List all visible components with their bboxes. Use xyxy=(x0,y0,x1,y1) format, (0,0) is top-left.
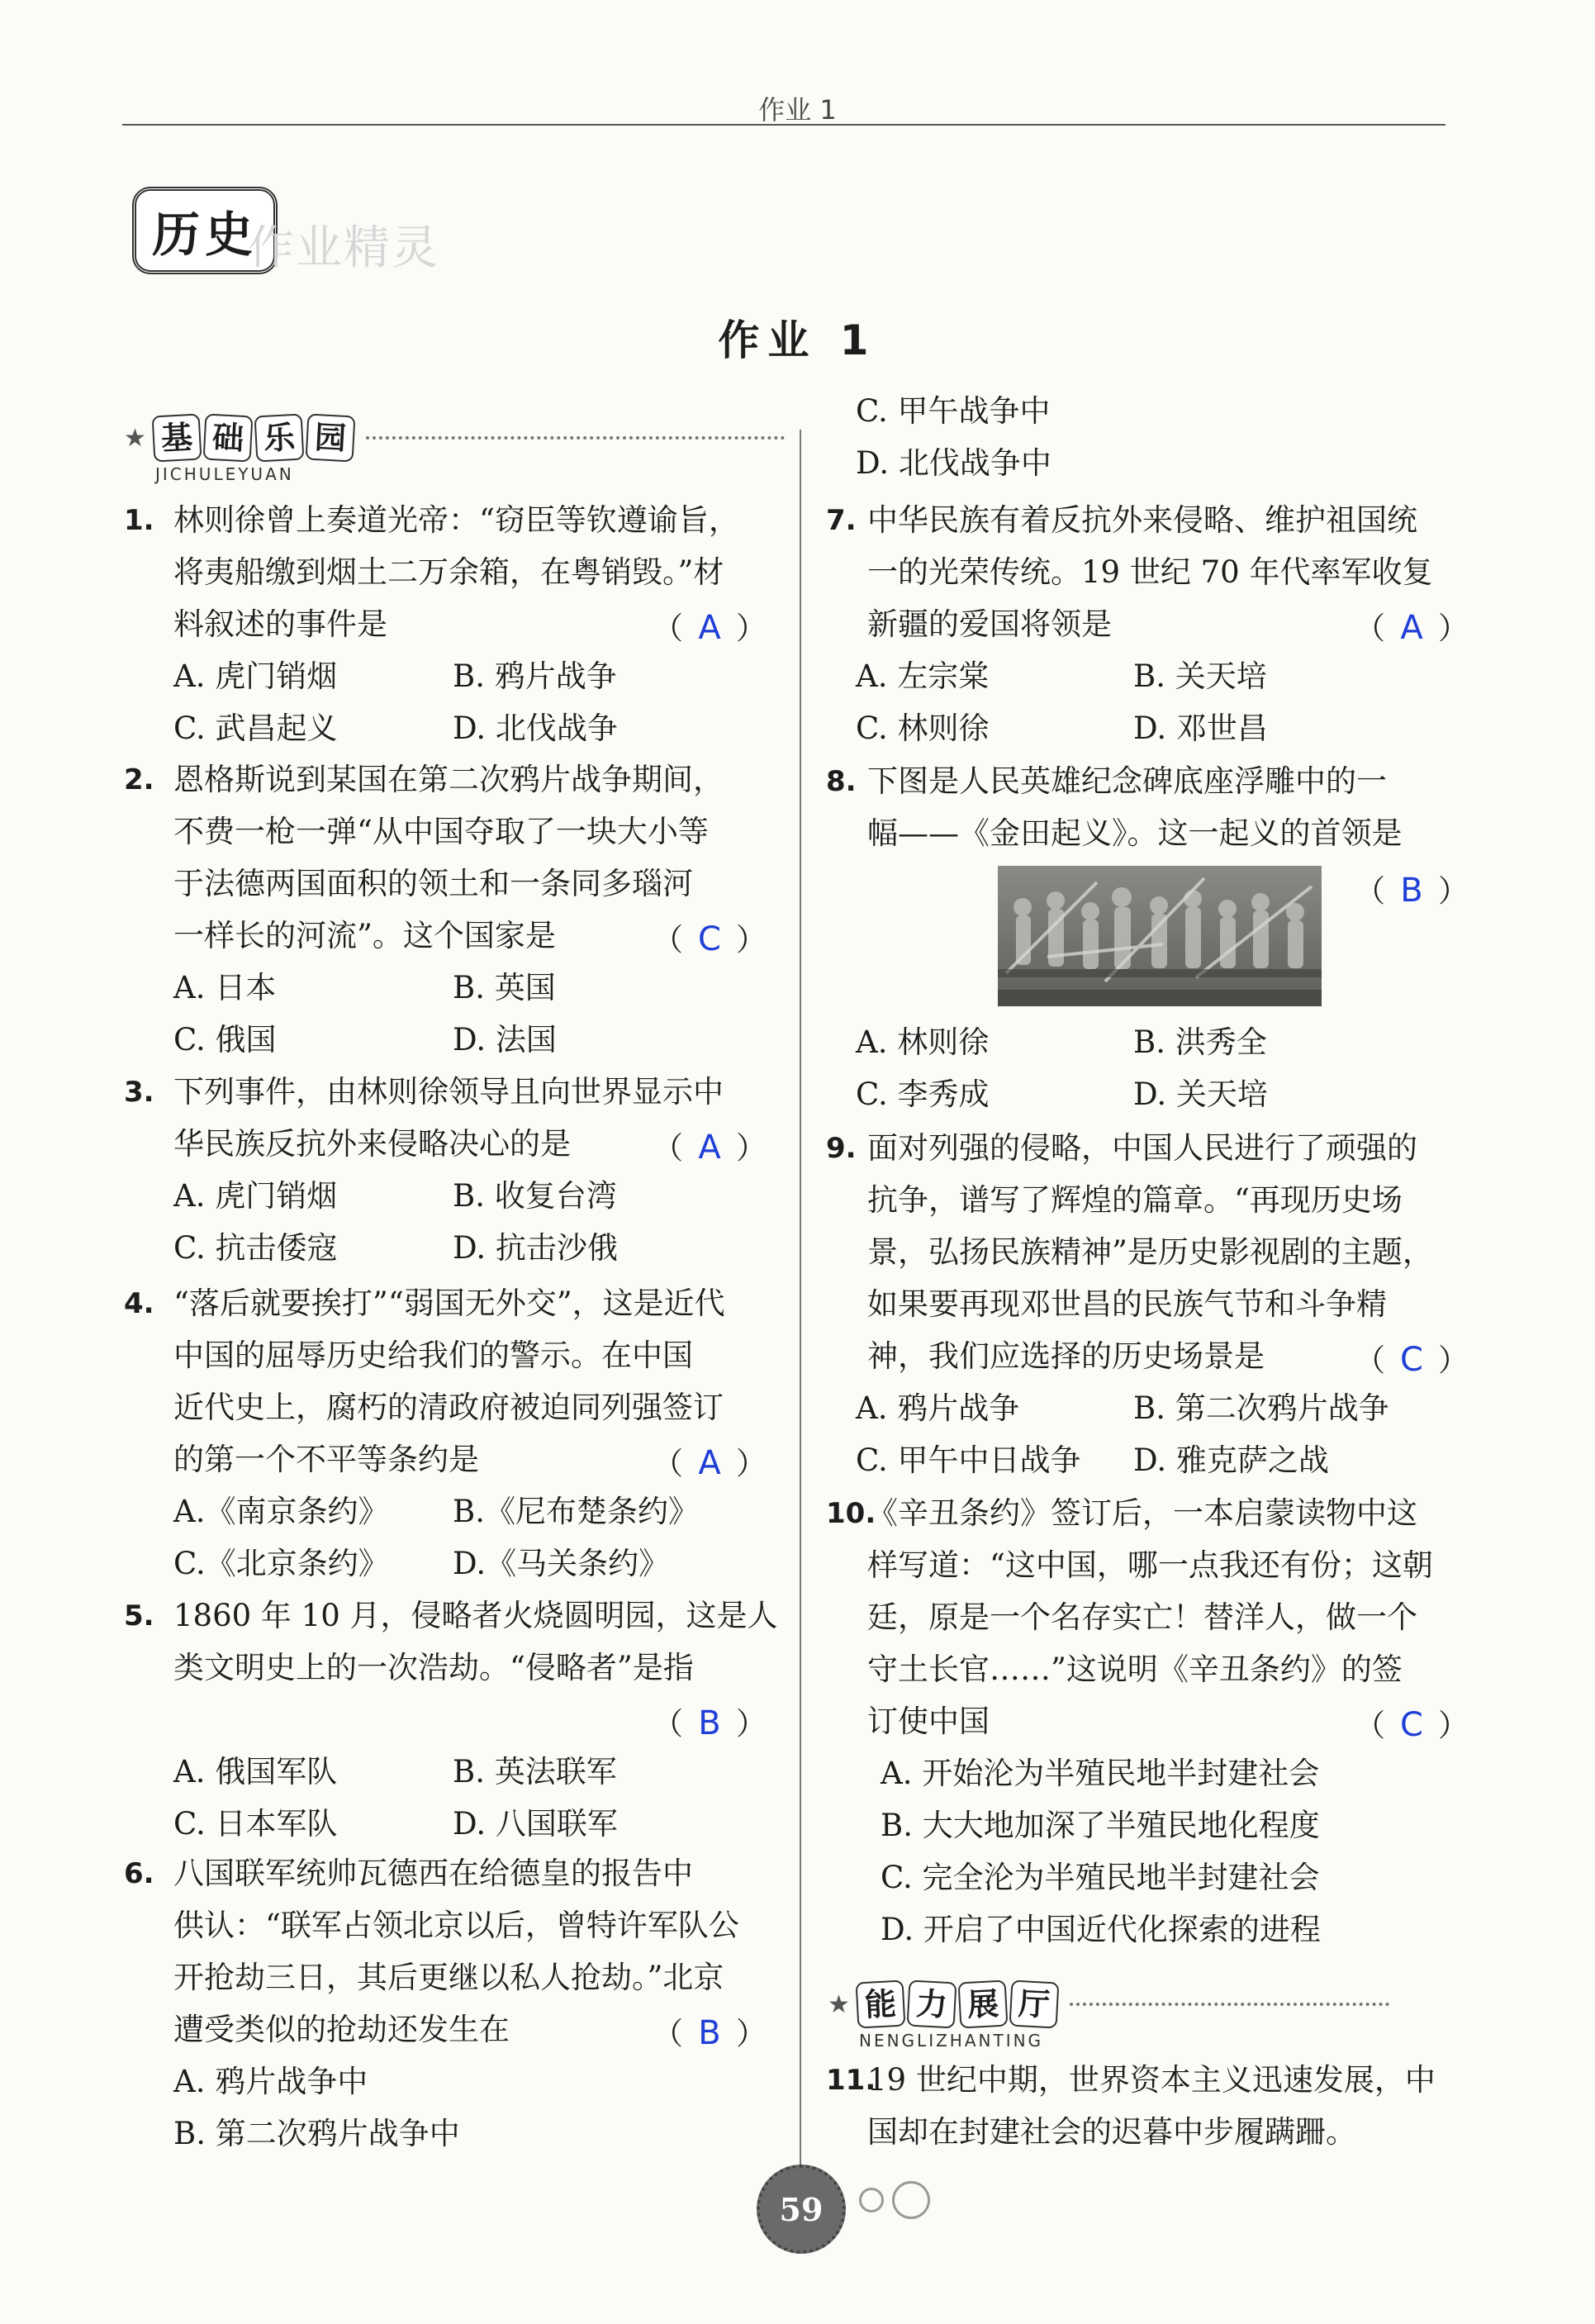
answer-option: D. 邓世昌 xyxy=(1133,711,1268,746)
answer-option: D. 法国 xyxy=(453,1022,557,1057)
question-text-line: 国却在封建社会的迟暮中步履蹒跚。 xyxy=(867,2114,1356,2150)
question-text-line: 将夷船缴到烟土二万余箱，在粤销毁。”材 xyxy=(173,554,724,590)
answer-option: B. 收复台湾 xyxy=(453,1178,617,1214)
answer-letter: B xyxy=(698,2014,721,2052)
question-text-line: 林则徐曾上奏道光帝：“窃臣等钦遵谕旨， xyxy=(173,502,739,538)
answer-option: D. 关天培 xyxy=(1133,1076,1268,1112)
answer-option: B. 英国 xyxy=(453,970,556,1005)
question-text-line: 一样长的河流”。这个国家是 xyxy=(173,918,556,953)
answer-bracket: （ C ） xyxy=(1355,1706,1469,1744)
section-ability-pinyin: NENGLIZHANTING xyxy=(859,2031,1044,2051)
dotted-rule xyxy=(366,436,785,440)
answer-option: A. 虎门销烟 xyxy=(173,658,338,694)
question-number: 8. xyxy=(826,765,857,798)
question-text-line: 一的光荣传统。19 世纪 70 年代率军收复 xyxy=(867,554,1433,590)
question-text-line: 中华民族有着反抗外来侵略、维护祖国统 xyxy=(867,502,1417,538)
answer-bracket: （ C ） xyxy=(1355,1341,1469,1379)
star-icon: ★ xyxy=(124,423,146,453)
question-text-line: 1860 年 10 月，侵略者火烧圆明园，这是人 xyxy=(173,1598,778,1633)
question-text-line: 面对列强的侵略，中国人民进行了顽强的 xyxy=(867,1130,1417,1166)
question-text-line: 样写道：“这中国，哪一点我还有份；这朝 xyxy=(867,1547,1433,1583)
question-number: 2. xyxy=(124,763,154,796)
answer-option: C. 林则徐 xyxy=(856,711,990,746)
dotted-rule xyxy=(1070,2003,1389,2006)
section-ability-char: 力 xyxy=(906,1980,957,2029)
question-text-line: 廷，原是一个名存实亡！替洋人，做一个 xyxy=(867,1599,1417,1635)
answer-option: B. 第二次鸦片战争中 xyxy=(173,2116,460,2151)
question-number: 1. xyxy=(124,504,154,537)
section-ability-char: 厅 xyxy=(1009,1980,1060,2029)
answer-option: B. 英法联军 xyxy=(453,1754,617,1789)
page-number: 59 xyxy=(757,2165,846,2254)
column-divider xyxy=(800,430,801,2165)
answer-option: D. 北伐战争中 xyxy=(856,445,1051,481)
question-text-line: 如果要再现邓世昌的民族气节和斗争精 xyxy=(867,1286,1387,1322)
answer-option: D.《马关条约》 xyxy=(453,1546,670,1581)
question-text-line: 《辛丑条约》签订后，一本启蒙读物中这 xyxy=(867,1495,1417,1531)
question-number: 9. xyxy=(826,1132,857,1165)
answer-bracket: （ A ） xyxy=(653,1444,767,1482)
answer-option: D. 北伐战争 xyxy=(453,711,618,746)
section-basic-char: 乐 xyxy=(254,414,305,463)
question-number: 7. xyxy=(826,504,857,537)
page-title: 作业 1 xyxy=(718,316,877,364)
answer-option: A. 鸦片战争 xyxy=(856,1390,1020,1426)
answer-option: C.《北京条约》 xyxy=(173,1546,389,1581)
answer-option: B.《尼布楚条约》 xyxy=(453,1494,699,1529)
answer-option: A. 开始沦为半殖民地半封建社会 xyxy=(881,1756,1320,1791)
answer-option: D. 雅克萨之战 xyxy=(1133,1442,1329,1478)
section-ability-char: 展 xyxy=(958,1980,1009,2029)
decorative-circle xyxy=(892,2181,930,2219)
answer-letter: C xyxy=(1400,1341,1423,1379)
answer-option: B. 第二次鸦片战争 xyxy=(1133,1390,1389,1426)
answer-option: A. 林则徐 xyxy=(856,1024,990,1060)
question-text-line: 类文明史上的一次浩劫。“侵略者”是指 xyxy=(173,1650,694,1685)
section-basic-char: 园 xyxy=(306,414,356,463)
question-text-line: 八国联军统帅瓦德西在给德皇的报告中 xyxy=(173,1856,693,1891)
answer-letter: A xyxy=(698,609,721,647)
answer-option: C. 俄国 xyxy=(173,1022,277,1057)
answer-bracket: （ B ） xyxy=(653,1704,767,1742)
answer-letter: B xyxy=(698,1704,721,1742)
question-number: 6. xyxy=(124,1857,154,1890)
question-text-line: 恩格斯说到某国在第二次鸦片战争期间， xyxy=(173,762,724,797)
question-number: 5. xyxy=(124,1599,154,1633)
section-ability xyxy=(828,1981,1389,2051)
answer-option: C. 武昌起义 xyxy=(173,711,338,746)
star-icon: ★ xyxy=(828,1989,850,2019)
question-text-line: 订使中国 xyxy=(867,1704,990,1739)
running-header: 作业 1 xyxy=(758,94,837,126)
question-text-line: 的第一个不平等条约是 xyxy=(173,1442,479,1477)
subject-badge: 历史 xyxy=(132,187,278,274)
answer-bracket: （ C ） xyxy=(653,920,767,958)
answer-option: C. 甲午战争中 xyxy=(856,393,1051,429)
relief-sculpture-image xyxy=(998,866,1322,1006)
answer-option: C. 甲午中日战争 xyxy=(856,1442,1081,1478)
question-text-line: 料叙述的事件是 xyxy=(173,606,387,642)
answer-option: C. 完全沦为半殖民地半封建社会 xyxy=(881,1860,1320,1895)
question-text-line: 遭受类似的抢劫还发生在 xyxy=(173,2012,510,2047)
answer-bracket: （ B ） xyxy=(653,2014,767,2052)
question-number: 3. xyxy=(124,1076,154,1109)
answer-bracket: （ A ） xyxy=(1355,609,1469,647)
question-text-line: 神，我们应选择的历史场景是 xyxy=(867,1338,1265,1374)
question-text-line: 下图是人民英雄纪念碑底座浮雕中的一 xyxy=(867,763,1387,799)
question-text-line: 供认：“联军占领北京以后，曾特许军队公 xyxy=(173,1908,739,1943)
question-text-line: 19 世纪中期，世界资本主义迅速发展，中 xyxy=(867,2062,1436,2098)
question-text-line: 景，弘扬民族精神”是历史影视剧的主题， xyxy=(867,1234,1433,1270)
question-text-line: 不费一枪一弹“从中国夺取了一块大小等 xyxy=(173,814,709,849)
answer-bracket: （ A ） xyxy=(653,1129,767,1167)
answer-option: B. 鸦片战争 xyxy=(453,658,617,694)
answer-option: C. 李秀成 xyxy=(856,1076,990,1112)
question-text-line: 开抢劫三日，其后更继以私人抢劫。”北京 xyxy=(173,1960,724,1995)
answer-option: A. 俄国军队 xyxy=(173,1754,338,1789)
decorative-circle xyxy=(859,2188,884,2212)
question-text-line: 近代史上，腐朽的清政府被迫同列强签订 xyxy=(173,1390,724,1425)
section-basic-char: 础 xyxy=(202,414,253,463)
question-text-line: “落后就要挨打”“弱国无外交”，这是近代 xyxy=(173,1286,725,1321)
question-text-line: 于法德两国面积的领土和一条同多瑙河 xyxy=(173,866,693,901)
section-ability-char: 能 xyxy=(855,1980,905,2029)
section-basic xyxy=(124,415,785,484)
question-text-line: 下列事件，由林则徐领导且向世界显示中 xyxy=(173,1074,724,1110)
answer-option: D. 八国联军 xyxy=(453,1806,618,1842)
answer-letter: C xyxy=(698,920,721,958)
answer-option: D. 开启了中国近代化探索的进程 xyxy=(881,1912,1321,1947)
answer-letter: A xyxy=(1400,609,1423,647)
header-rule xyxy=(122,124,1445,126)
answer-letter: B xyxy=(1400,872,1423,910)
answer-option: B. 关天培 xyxy=(1133,658,1267,694)
watermark: 作业精灵 xyxy=(248,221,439,275)
answer-bracket: （ A ） xyxy=(653,609,767,647)
question-text-line: 新疆的爱国将领是 xyxy=(867,606,1112,642)
question-number: 4. xyxy=(124,1287,154,1320)
question-text-line: 抗争，谱写了辉煌的篇章。“再现历史场 xyxy=(867,1182,1403,1218)
question-text-line: 守土长官……”这说明《辛丑条约》的签 xyxy=(867,1652,1403,1687)
answer-letter: C xyxy=(1400,1706,1423,1744)
answer-option: C. 日本军队 xyxy=(173,1806,338,1842)
answer-bracket: （ B ） xyxy=(1355,872,1469,910)
section-basic-pinyin: JICHULEYUAN xyxy=(155,464,294,484)
answer-option: A. 左宗棠 xyxy=(856,658,990,694)
answer-option: A. 日本 xyxy=(173,970,277,1005)
section-basic-char: 基 xyxy=(151,414,202,463)
answer-option: B. 洪秀全 xyxy=(1133,1024,1267,1060)
answer-option: B. 大大地加深了半殖民地化程度 xyxy=(881,1808,1320,1843)
question-text-line: 华民族反抗外来侵略决心的是 xyxy=(173,1126,571,1162)
answer-option: D. 抗击沙俄 xyxy=(453,1230,618,1266)
answer-option: C. 抗击倭寇 xyxy=(173,1230,338,1266)
question-text-line: 幅——《金田起义》。这一起义的首领是 xyxy=(867,815,1403,851)
question-number: 11. xyxy=(826,2064,876,2097)
answer-letter: A xyxy=(698,1129,721,1167)
answer-option: A.《南京条约》 xyxy=(173,1494,389,1529)
answer-option: A. 虎门销烟 xyxy=(173,1178,338,1214)
question-number: 10. xyxy=(826,1497,876,1530)
question-text-line: 中国的屈辱历史给我们的警示。在中国 xyxy=(173,1338,693,1373)
answer-letter: A xyxy=(698,1444,721,1482)
answer-option: A. 鸦片战争中 xyxy=(173,2064,368,2099)
